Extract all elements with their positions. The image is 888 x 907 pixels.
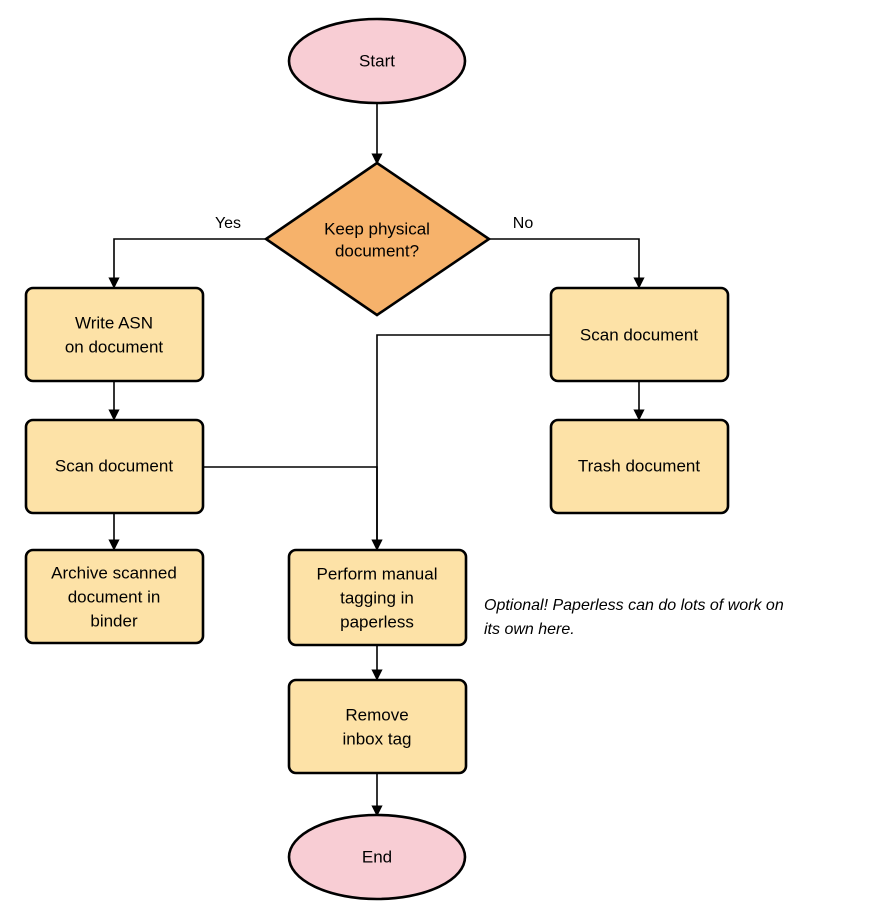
node-start-label: Start xyxy=(359,51,395,71)
node-remove-tag-line2: inbox tag xyxy=(342,729,412,749)
node-tagging-line3: paperless xyxy=(340,612,414,632)
node-end-label: End xyxy=(361,847,393,867)
edge-scan-left-to-tagging xyxy=(203,467,377,549)
node-archive-line3: binder xyxy=(90,611,138,631)
node-scan-document-left-label: Scan document xyxy=(54,456,174,476)
node-tagging-line2: tagging in xyxy=(340,588,414,608)
node-write-asn[interactable] xyxy=(26,288,203,381)
node-remove-inbox-tag[interactable] xyxy=(289,680,466,773)
node-tagging-line1: Perform manual xyxy=(316,564,438,584)
edge-scan-right-to-tagging xyxy=(377,335,551,549)
node-write-asn-line2: on document xyxy=(64,337,164,357)
node-write-asn-line1: Write ASN xyxy=(74,313,154,333)
node-archive-line1: Archive scanned xyxy=(51,563,177,583)
node-keep-physical-document[interactable] xyxy=(266,163,489,315)
edge-label-yes: Yes xyxy=(214,215,242,232)
node-remove-tag-line1: Remove xyxy=(345,705,409,725)
edge-decision-yes-to-write-asn xyxy=(114,239,266,287)
node-keep-label-line2: document? xyxy=(334,241,420,261)
edge-decision-no-to-scan-right xyxy=(489,239,639,287)
node-scan-document-right-label: Scan document xyxy=(579,325,699,345)
node-trash-document-label: Trash document xyxy=(577,456,701,476)
node-archive-line2: document in xyxy=(67,587,161,607)
node-keep-label-line1: Keep physical xyxy=(324,219,430,239)
note-line1: Optional! Paperless can do lots of work on xyxy=(484,597,784,614)
note-line2: its own here. xyxy=(484,621,575,638)
edge-label-no: No xyxy=(512,215,534,232)
